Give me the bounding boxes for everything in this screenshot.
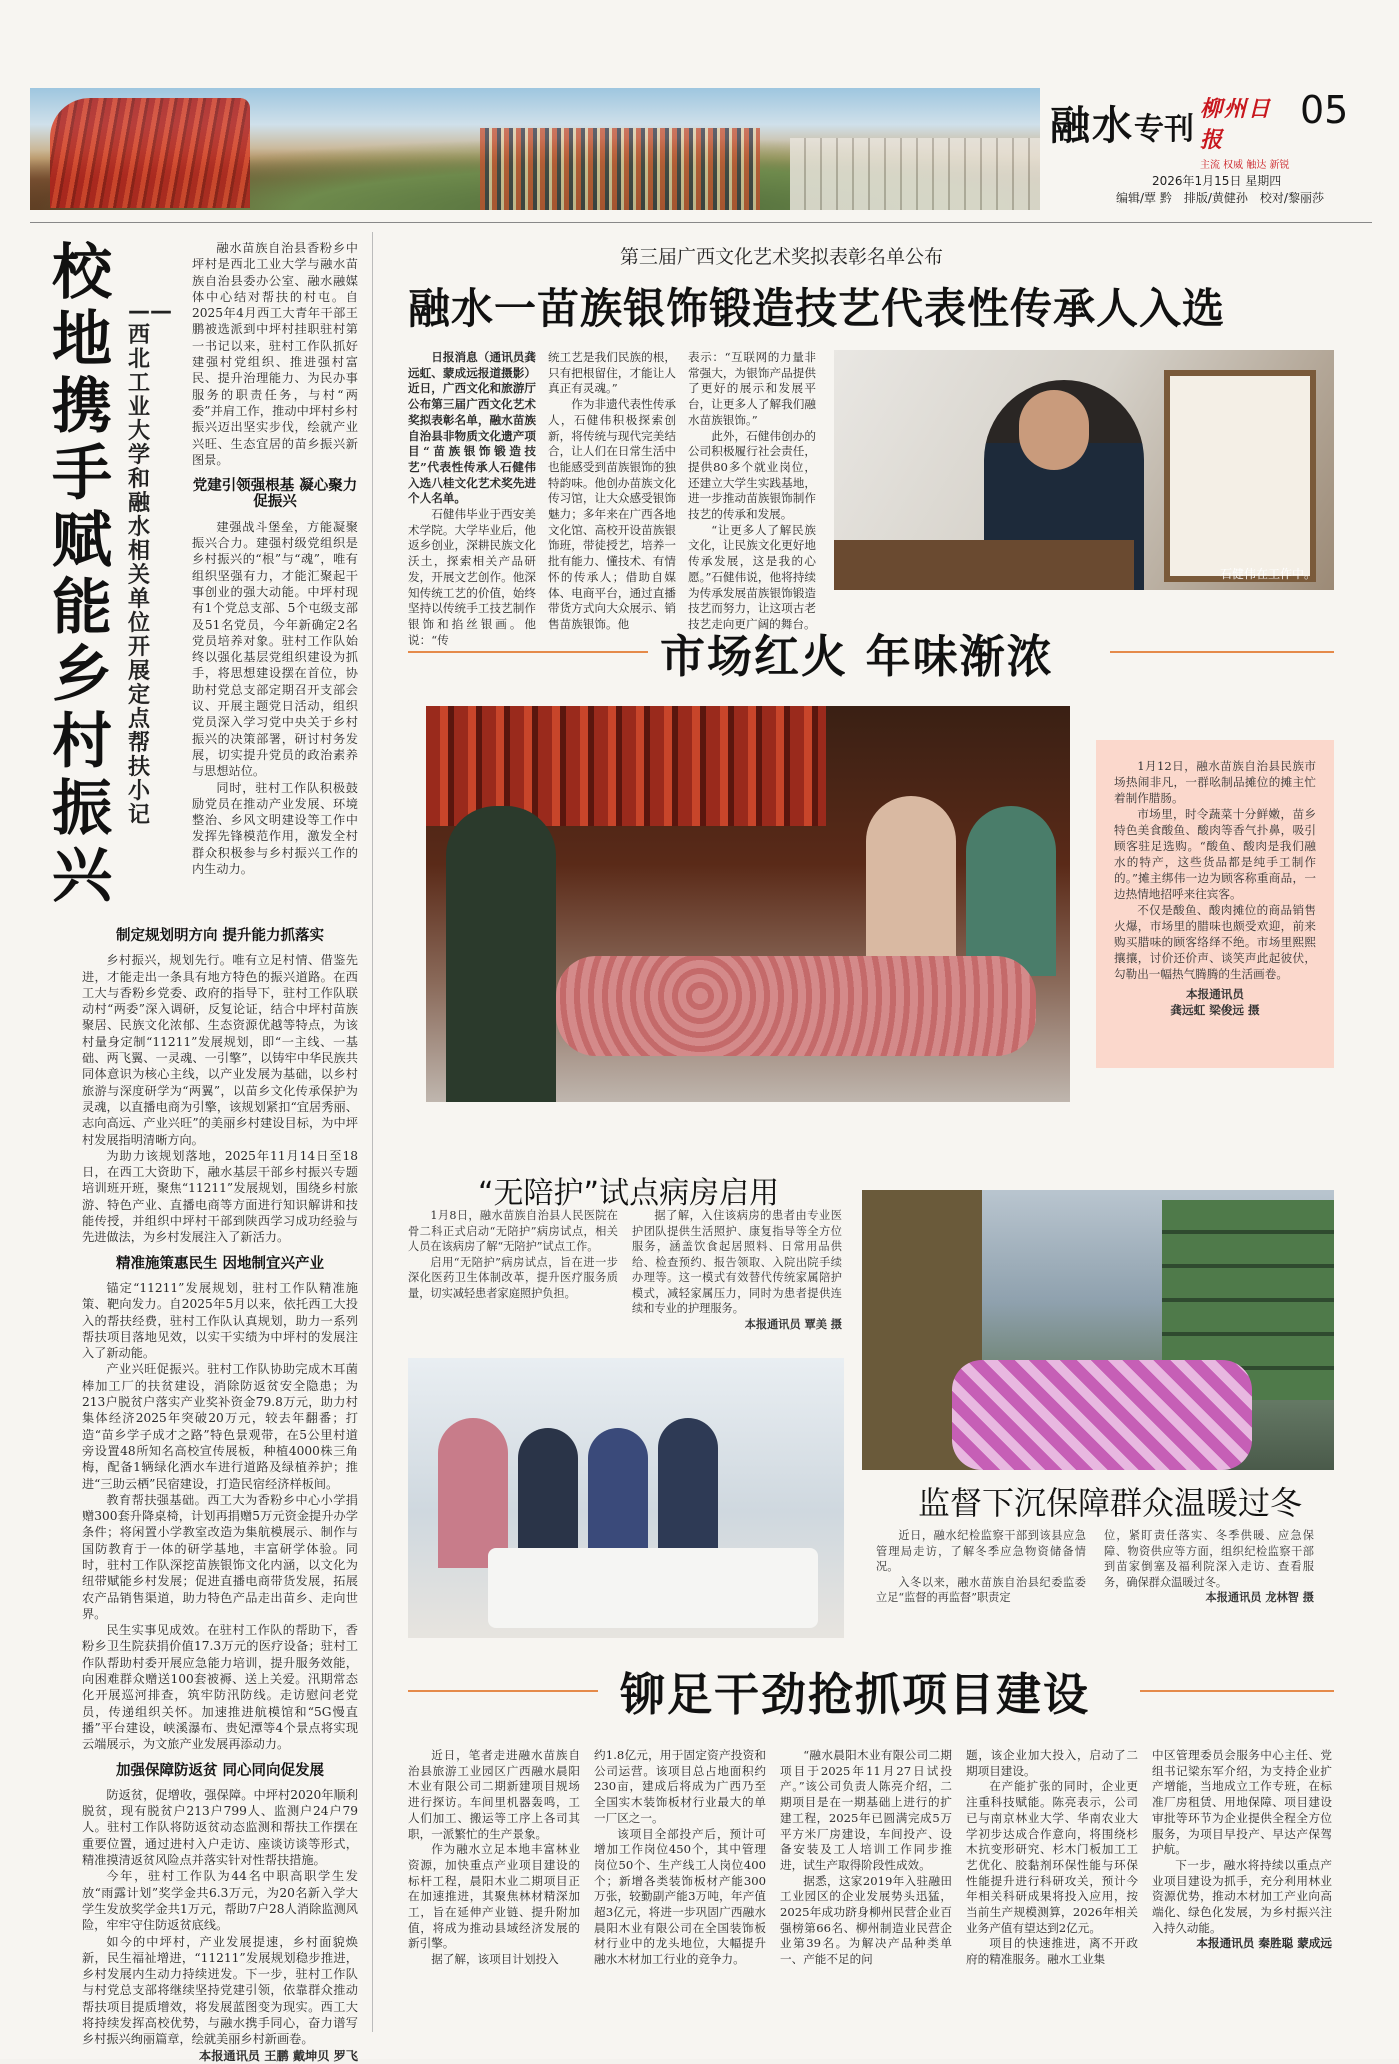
lead-body-column xyxy=(82,928,358,2064)
story5-column-4 xyxy=(966,1748,1138,1968)
lead-title: 校地携手赋能乡村振兴 xyxy=(52,238,112,911)
editor-credits: 编辑/覃 黔 排版/黄健孙 校对/黎丽莎 xyxy=(1116,191,1324,205)
column-separator xyxy=(372,232,373,2032)
story3-column-1 xyxy=(408,1208,618,1301)
story1-paragraph: 此外，石健伟创办的公司积极履行社会责任，提供80多个就业岗位，还建立大学生实践基地，进一步推动苗族银饰制作技艺的传承和发展。 xyxy=(688,428,816,522)
story1-paragraph: 日报消息（通讯员龚远虹、蒙成远报道摄影）近日，广西文化和旅游厅公布第三届广西文化艺术奖拟表彰名单，融水苗族自治县非物质文化遗产项目“苗族银饰锻造技艺”代表性传承人石健伟入选八桂文化艺术奖先进个人名单。 xyxy=(408,350,536,506)
story3-headline: “无陪护”试点病房启用 xyxy=(478,1176,780,1211)
story5-column-5 xyxy=(1152,1748,1332,1952)
lead-paragraph: 民生实事见成效。在驻村工作队的帮助下，香粉乡卫生院获捐价值17.3万元的医疗设备；驻村工作队帮助村委开展应急能力培训，提升服务效能，向困难群众赠送100套被褥、送上关爱。汛期常态化开展巡河排查，筑牢防汛防线。走访慰问老党员，传递组织关怀。加速推进航模馆和“5G慢直播”平台建设，峡溪瀑布、贵妃潭等4个景点将实现云端展示，为文旅产业发展再添动力。 xyxy=(82,1623,358,1752)
story5-paragraph: 作为融水立足本地丰富林业资源，加快重点产业项目建设的标杆工程，晨阳木业二期项目正在加速推进，其聚焦林材精深加工，旨在延伸产业链、提升附加值，将成为推动县域经济发展的新引擎。 xyxy=(408,1842,580,1951)
story4-column-2 xyxy=(1104,1528,1314,1606)
story3-paragraph: 1月8日，融水苗族自治县人民医院在骨二科正式启动“无陪护”病房试点，相关人员在该病房了解“无陪护”试点工作。 xyxy=(408,1209,618,1253)
lead-intro-column xyxy=(192,240,358,877)
lead-paragraph: 防返贫，促增收，强保障。中坪村2020年顺利脱贫，现有脱贫户213户799人、监测户24户79人。驻村工作队将防返贫动态监测和帮扶工作摆在重要位置，通过进村入户走访、座谈访谈等形式，精准摸清返贫风险点并落实针对性帮扶措施。 xyxy=(82,1787,358,1868)
story2-rule-left xyxy=(408,651,648,653)
story1-photo-artisan xyxy=(834,350,1334,590)
story1-column-2 xyxy=(548,350,676,633)
story5-paragraph: 约1.8亿元，用于固定资产投资和公司运营。该项目总占地面积约230亩，建成后将成为广西乃至全国实木装饰板材行业最大的单一厂区之一。 xyxy=(594,1748,766,1825)
lead-subhead-2: 制定规划明方向 提升能力抓落实 xyxy=(115,928,325,944)
lead-paragraph: 今年，驻村工作队为44名中职高职学生发放“雨露计划”奖学金共6.3万元，为20名新入学大学生发放奖学金共1万元，帮助7户28人消除监测风险，牢牢守住防返贫底线。 xyxy=(82,1869,358,1933)
story2-headline: 市场红火 年味渐浓 xyxy=(660,630,1054,683)
story5-paragraph: 项目的快速推进，离不开政府的精准服务。融水工业集 xyxy=(966,1936,1138,1967)
story4-paragraph: 位，紧盯责任落实、冬季供暖、应急保障、物资供应等方面，组织纪检监察干部到苗家倒塞及福利院深入走访、查看服务，确保群众温暖过冬。 xyxy=(1104,1529,1314,1589)
masthead-banner-photo xyxy=(30,88,1040,210)
story5-column-1 xyxy=(408,1748,580,1968)
story1-column-3 xyxy=(688,350,816,633)
section-name-a: 融水 xyxy=(1050,102,1134,149)
story5-paragraph: 该项目全部投产后，预计可增加工作岗位450个，其中管理岗位50个、生产线工人岗位400个；新增各类装饰板材产能300万张，较勤副产能3万吨，年产值超3亿元，将进一步巩固广西融水晨阳木业有限公司在全国装饰板材行业中的龙头地位，大幅提升融水木材加工行业的竞争力。 xyxy=(594,1826,766,1967)
lead-paragraph: 为助力该规划落地，2025年11月14日至18日，在西工大资助下，融水基层干部乡村振兴专题培训班开班，聚焦“11211”发展规划，围绕乡村旅游、特色产业、直播电商等方面进行知识解讲和技能传授，并组织中坪村干部到陕西学习成功经验与先进做法，为乡村发展注入了新活力。 xyxy=(82,1148,358,1245)
story1-photo-caption: 石健伟在工作中。 xyxy=(1219,567,1316,581)
story5-paragraph: 中区管理委员会服务中心主任、党组书记梁东军介绍，为支持企业扩产增能，当地成立工作专班，在标准厂房租赁、用地保障、项目建设审批等环节为企业提供全程全方位服务，为项目早投产、早达产保驾护航。 xyxy=(1152,1748,1332,1857)
story5-headline: 铆足干劲抢抓项目建设 xyxy=(620,1668,1091,1721)
story3-byline: 本报通讯员 覃美 摄 xyxy=(744,1316,842,1331)
story5-paragraph: 题，该企业加大投入，启动了二期项目建设。 xyxy=(966,1748,1138,1778)
lead-paragraph: 同时，驻村工作队积极鼓励党员在推动产业发展、环境整治、乡风文明建设等工作中发挥先锋模范作用，激发全村群众积极参与乡村振兴工作的内生动力。 xyxy=(192,780,358,876)
story4-byline: 本报通讯员 龙林智 摄 xyxy=(1205,1590,1314,1604)
story5-paragraph: 据了解，该项目计划投入 xyxy=(431,1952,559,1967)
story2-byline-names: 龚远虹 梁俊远 摄 xyxy=(1170,1003,1260,1017)
lead-paragraph: 建强战斗堡垒，方能凝聚振兴合力。建强村级党组织是乡村振兴的“根”与“魂”，唯有组织坚强有力，才能汇聚起干事创业的强大动能。中坪村现有1个党总支部、5个屯级支部及51名党员，今年新确定2名党员培养对象。驻村工作队始终以强化基层党组织建设为抓手，将思想建设摆在首位，协助村党总支部定期召开支部会议、开展主题党日活动，组织党员深入学习党中央关于乡村振兴的决策部署，研讨村务发展，切实提升党员的政治素养与思想站位。 xyxy=(192,519,358,779)
story5-rule-left xyxy=(408,1690,598,1692)
lead-paragraph: 产业兴旺促振兴。驻村工作队协助完成木耳菌棒加工厂的扶贫建设，消除防返贫安全隐患；为213户脱贫户落实产业奖补资金79.8万元，助力村集体经济2025年突破20万元，较去年翻番；打造“苗乡学子成才之路”特色景观带，在5公里村道旁设置48所知名高校宣传展板，种植4000株三角梅，配备1辆绿化洒水车进行道路及绿植养护；推进“三助云栖”民宿建设，打造民宿经济样板间。 xyxy=(82,1362,358,1491)
logo-name: 柳州日报 xyxy=(1200,96,1273,153)
story5-paragraph: 近日，笔者走进融水苗族自治县旅游工业园区广西融水晨阳木业有限公司二期新建项目规场进行探访。车间里机器轰鸣，工人们加工、搬运等工序上各司其职，一派繁忙的生产景象。 xyxy=(408,1748,580,1841)
story5-paragraph: 下一步，融水将持续以重点产业项目建设为抓手，充分利用林业资源优势，推动木材加工产业向高端化、绿色化发展，为乡村振兴注入持久动能。 xyxy=(1152,1857,1332,1935)
story1-paragraph: 作为非遗代表性传承人，石健伟积极探索创新，将传统与现代完美结合，让人们在日常生活中也能感受到苗族银饰的独特韵味。他创办苗族文化传习馆，让大众感受银饰魅力；多年来在广西各地文化馆、高校开设苗族银饰班，带徒授艺，培养一批有能力、懂技术、有情怀的传承人；借助自媒体、电商平台，通过直播带货方式向大众展示、销售苗族银饰。他 xyxy=(548,397,676,631)
lead-paragraph: 锚定“11211”发展规划，驻村工作队精准施策、靶向发力。自2025年5月以来，依托西工大投入的帮扶经费，驻村工作队认真规划，助力一系列帮扶项目落地见效，以实干实绩为中坪村的发展注入了新动能。 xyxy=(82,1280,358,1361)
issue-date: 2026年1月15日 星期四 xyxy=(1152,174,1282,188)
story3-column-2 xyxy=(632,1208,842,1332)
story2-text-box xyxy=(1096,740,1334,1068)
story2-paragraph: 1月12日，融水苗族自治县民族市场热闹非凡，一群吆制品摊位的摊主忙着制作腊肠。 xyxy=(1114,759,1316,805)
story3-paragraph: 启用“无陪护”病房试点，旨在进一步深化医药卫生体制改革，提升医疗服务质量，切实减轻患者家庭照护负担。 xyxy=(408,1255,618,1300)
story5-column-3 xyxy=(780,1748,952,1968)
masthead-rule xyxy=(30,222,1372,223)
lead-subhead-1: 党建引领强根基 凝心聚力促振兴 xyxy=(192,478,358,511)
story2-rule-right xyxy=(1110,651,1334,653)
story4-photo-warehouse xyxy=(862,1190,1334,1470)
masthead xyxy=(30,88,1372,210)
lead-byline: 本报通讯员 王鹏 戴坤贝 罗飞 xyxy=(199,2048,358,2063)
story2-byline: 本报通讯员 xyxy=(1186,987,1244,1001)
story5-paragraph: 据悉，这家2019年入驻融田工业园区的企业发展势头迅猛，2025年成功跻身柳州民营企业百强榜第66名、柳州制造业民营企业第39名。为解决产品种类单一、产能不足的问 xyxy=(780,1873,952,1967)
section-name xyxy=(1050,94,1194,149)
story4-paragraph: 近日，融水纪检监察干部到该县应急管理局走访，了解冬季应急物资储备情况。 xyxy=(876,1529,1086,1573)
story5-column-2 xyxy=(594,1748,766,1968)
story5-paragraph: “融水晨阳木业有限公司二期项目于2025年11月27日试投产。”该公司负责人陈亮介绍，二期项目是在一期基础上进行的扩建工程，2025年已圆满完成5万平方米厂房建设，车间投产、设备安装及工人培训工作同步推进，试生产取得阶段性成效。 xyxy=(780,1748,952,1872)
story5-rule-right xyxy=(1140,1690,1334,1692)
story1-paragraph: “让更多人了解民族文化，让民族文化更好地传承发展，这是我的心愿。”石健伟说，他将持续为传承发展苗族银饰锻造技艺而努力，让这项古老技艺走向更广阔的舞台。 xyxy=(688,522,816,631)
story1-headline: 融水一苗族银饰锻造技艺代表性传承人入选 xyxy=(408,284,1226,333)
lead-paragraph: 如今的中坪村，产业发展提速，乡村面貌焕新，民生福祉增进，“11211”发展规划稳步推进，乡村发展内生动力持续迸发。下一步，驻村工作队与村党总支部将继续坚持党建引领，依靠群众推动帮扶项目提质增效，将发展蓝图变为现实。西工大将持续发挥高校优势，与融水携手同心，奋力谱写乡村振兴绚丽篇章，绘就美丽乡村新画卷。 xyxy=(82,1934,358,2047)
story3-paragraph: 据了解，入住该病房的患者由专业医护团队提供生活照护、康复指导等全方位服务，涵盖饮食起居照料、日常用品供给、检查预约、报告领取、入院出院手续办理等。这一模式有效替代传统家属陪护模式，减轻家属压力，同时为患者提供连续和专业的护理服务。 xyxy=(632,1209,842,1315)
story3-photo-ward xyxy=(408,1358,844,1638)
newspaper-logo xyxy=(1200,92,1290,171)
story2-photo-market xyxy=(426,706,1070,1102)
logo-slogan: 主流 权威 触达 新锐 xyxy=(1200,160,1290,171)
story1-paragraph: 石健伟毕业于西安美术学院。大学毕业后，他返乡创业，深耕民族文化沃土，探索相关产品研发，开展文艺创作。他深知传统工艺的价值，始终坚持以传统手工技艺制作银饰和掐丝银画。他说：“传 xyxy=(408,507,536,647)
lead-paragraph: 乡村振兴，规划先行。唯有立足村情、借鉴先进，才能走出一条具有地方特色的振兴道路。在西工大与香粉乡党委、政府的指导下，驻村工作队联动村“两委”深入调研，反复论证，结合中坪村苗族聚居、民族文化浓郁、生态资源优越等特点，为该村量身定制“11211”发展规划，即“一主线、一基础、两飞翼、一灵魂、一引擎”，以铸牢中华民族共同体意识为核心主线，以产业发展为基础，以乡村旅游与深度研学为“两翼”，以苗乡文化传承保护为灵魂，以直播电商为引擎，该规划紧扣“宜居秀丽、志向高远、产业兴旺”的美丽乡村建设目标，为中坪村发展指明清晰方向。 xyxy=(82,953,358,1147)
story2-paragraph: 不仅是酸鱼、酸肉摊位的商品销售火爆，市场里的腊味也颇受欢迎，前来购买腊味的顾客络绎不绝。市场里熙熙攘攘，讨价还价声、谈笑声此起彼伏，勾勒出一幅热气腾腾的生活画卷。 xyxy=(1114,903,1316,981)
story2-paragraph: 市场里，时令蔬菜十分鲜嫩，苗乡特色美食酸鱼、酸肉等香气扑鼻，吸引顾客驻足选购。“酸鱼、酸肉是我们融水的特产，这些货品都是纯手工制作的。”摊主绑伟一边为顾客称重商品，一边热情地招呼来往宾客。 xyxy=(1114,807,1316,901)
story5-paragraph: 在产能扩张的同时，企业更注重科技赋能。陈亮表示，公司已与南京林业大学、华南农业大学初步达成合作意向，将围绕杉木抗变形研究、杉木门板加工工艺优化、胶黏剂环保性能与环保性能提升进行科研攻关，预计今年相关科研成果将投入应用，按当前生产规模测算，2026年相关业务产值有望达到2亿元。 xyxy=(966,1779,1138,1935)
story4-headline: 监督下沉保障群众温暖过冬 xyxy=(918,1484,1303,1522)
lead-subtitle: ——西北工业大学和融水相关单位开展定点帮扶小记 xyxy=(128,299,172,828)
lead-paragraph: 教育帮扶强基础。西工大为香粉乡中心小学捐赠300套升降桌椅，计划再捐赠5万元资金提升办学条件；将闲置小学教室改造为集航模展示、制作与国防教育于一体的研学基地，丰富研学体验。同时，驻村工作队深挖苗族银饰文化内涵，以文化为纽带赋能乡村发展；促进直播电商带货发展，拓展农产品销售渠道，助力特色产品走出苗乡、走向世界。 xyxy=(82,1492,358,1621)
story1-paragraph: 统工艺是我们民族的根，只有把根留住，才能让人真正有灵魂。” xyxy=(548,350,676,396)
story4-paragraph: 入冬以来，融水苗族自治县纪委监委立足“监督的再监督”职责定 xyxy=(876,1575,1086,1604)
story1-kicker: 第三届广西文化艺术奖拟表彰名单公布 xyxy=(620,246,944,268)
story1-paragraph: 表示：“互联网的力量非常强大，为银饰产品提供了更好的展示和发展平台，让更多人了解我们融水苗族银饰。” xyxy=(688,350,816,427)
lead-intro: 融水苗族自治县香粉乡中坪村是西北工业大学与融水苗族自治县委办公室、融水融媒体中心结对帮扶的村屯。自2025年4月西工大青年干部王鹏被选派到中坪村挂职驻村第一书记以来，驻村工作队抓好建强村党组织、推进强村富民、提升治理能力、为民办事服务的职责任务，与村“两委”并肩工作，推动中坪村乡村振兴迈出坚实步伐，绘就产业兴旺、生态宜居的苗乡振兴新图景。 xyxy=(192,241,358,467)
page-number: 05 xyxy=(1300,88,1349,132)
section-name-b: 专刊 xyxy=(1134,112,1194,147)
lead-subhead-3: 精准施策惠民生 因地制宜兴产业 xyxy=(115,1255,325,1272)
story1-column-1 xyxy=(408,350,536,648)
story4-column-1 xyxy=(876,1528,1086,1606)
lead-subhead-4: 加强保障防返贫 同心同向促发展 xyxy=(115,1762,325,1779)
story5-byline: 本报通讯员 秦胜聪 蒙成远 xyxy=(1196,1936,1332,1951)
